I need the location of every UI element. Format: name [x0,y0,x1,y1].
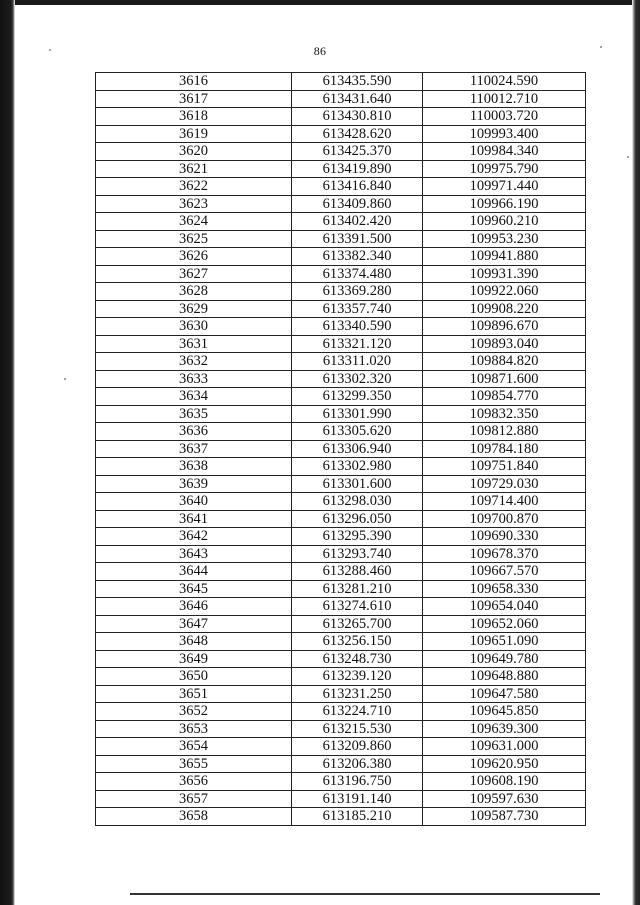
x-coordinate-cell: 613295.390 [292,528,423,546]
x-coordinate-cell: 613416.840 [292,178,423,196]
point-id-cell: 3638 [96,458,292,476]
y-coordinate-cell: 109931.390 [423,265,586,283]
y-coordinate-cell: 109751.840 [423,458,586,476]
point-id-cell: 3623 [96,195,292,213]
point-id-cell: 3621 [96,160,292,178]
x-coordinate-cell: 613419.890 [292,160,423,178]
y-coordinate-cell: 109631.000 [423,738,586,756]
table-row [96,213,586,231]
y-coordinate-cell: 109649.780 [423,650,586,668]
y-coordinate-cell: 109678.370 [423,545,586,563]
point-id-cell: 3652 [96,703,292,721]
point-id-cell: 3632 [96,353,292,371]
table-row [96,405,586,423]
coordinate-table [95,72,586,826]
x-coordinate-cell: 613191.140 [292,790,423,808]
point-id-cell: 3656 [96,773,292,791]
table-row [96,493,586,511]
y-coordinate-cell: 109984.340 [423,143,586,161]
y-coordinate-cell: 109884.820 [423,353,586,371]
table-row [96,388,586,406]
x-coordinate-cell: 613274.610 [292,598,423,616]
point-id-cell: 3642 [96,528,292,546]
table-row [96,685,586,703]
point-id-cell: 3630 [96,318,292,336]
table-row [96,668,586,686]
x-coordinate-cell: 613369.280 [292,283,423,301]
y-coordinate-cell: 109648.880 [423,668,586,686]
point-id-cell: 3629 [96,300,292,318]
point-id-cell: 3631 [96,335,292,353]
point-id-cell: 3618 [96,108,292,126]
x-coordinate-cell: 613301.990 [292,405,423,423]
point-id-cell: 3625 [96,230,292,248]
table-row [96,73,586,91]
point-id-cell: 3637 [96,440,292,458]
table-row [96,370,586,388]
x-coordinate-cell: 613340.590 [292,318,423,336]
x-coordinate-cell: 613431.640 [292,90,423,108]
table-row [96,283,586,301]
point-id-cell: 3644 [96,563,292,581]
table-row [96,265,586,283]
point-id-cell: 3616 [96,73,292,91]
point-id-cell: 3651 [96,685,292,703]
point-id-cell: 3655 [96,755,292,773]
table-row [96,440,586,458]
coordinate-table-body [96,73,586,826]
x-coordinate-cell: 613302.320 [292,370,423,388]
y-coordinate-cell: 109960.210 [423,213,586,231]
table-row [96,650,586,668]
point-id-cell: 3645 [96,580,292,598]
coordinate-table-container [95,72,585,826]
point-id-cell: 3654 [96,738,292,756]
x-coordinate-cell: 613298.030 [292,493,423,511]
table-row [96,475,586,493]
point-id-cell: 3633 [96,370,292,388]
table-row [96,580,586,598]
table-row [96,353,586,371]
point-id-cell: 3624 [96,213,292,231]
x-coordinate-cell: 613256.150 [292,633,423,651]
point-id-cell: 3640 [96,493,292,511]
x-coordinate-cell: 613321.120 [292,335,423,353]
scan-border-right [632,0,640,905]
x-coordinate-cell: 613435.590 [292,73,423,91]
table-row [96,510,586,528]
y-coordinate-cell: 109645.850 [423,703,586,721]
point-id-cell: 3636 [96,423,292,441]
table-row [96,335,586,353]
x-coordinate-cell: 613306.940 [292,440,423,458]
point-id-cell: 3650 [96,668,292,686]
point-id-cell: 3617 [96,90,292,108]
y-coordinate-cell: 109729.030 [423,475,586,493]
x-coordinate-cell: 613428.620 [292,125,423,143]
table-row [96,720,586,738]
x-coordinate-cell: 613301.600 [292,475,423,493]
point-id-cell: 3649 [96,650,292,668]
x-coordinate-cell: 613382.340 [292,248,423,266]
table-row [96,755,586,773]
y-coordinate-cell: 109854.770 [423,388,586,406]
table-row [96,318,586,336]
point-id-cell: 3653 [96,720,292,738]
scan-speck [627,156,629,158]
x-coordinate-cell: 613231.250 [292,685,423,703]
x-coordinate-cell: 613209.860 [292,738,423,756]
y-coordinate-cell: 109993.400 [423,125,586,143]
y-coordinate-cell: 109908.220 [423,300,586,318]
x-coordinate-cell: 613206.380 [292,755,423,773]
y-coordinate-cell: 109652.060 [423,615,586,633]
point-id-cell: 3657 [96,790,292,808]
x-coordinate-cell: 613248.730 [292,650,423,668]
point-id-cell: 3646 [96,598,292,616]
point-id-cell: 3627 [96,265,292,283]
y-coordinate-cell: 109893.040 [423,335,586,353]
x-coordinate-cell: 613215.530 [292,720,423,738]
table-row [96,125,586,143]
scan-border-bottom [130,893,600,895]
point-id-cell: 3626 [96,248,292,266]
x-coordinate-cell: 613425.370 [292,143,423,161]
x-coordinate-cell: 613409.860 [292,195,423,213]
point-id-cell: 3643 [96,545,292,563]
scan-border-left [0,0,15,905]
table-row [96,615,586,633]
scan-border-top [0,0,640,5]
table-row [96,528,586,546]
y-coordinate-cell: 109896.670 [423,318,586,336]
table-row [96,598,586,616]
x-coordinate-cell: 613288.460 [292,563,423,581]
y-coordinate-cell: 109832.350 [423,405,586,423]
table-row [96,545,586,563]
x-coordinate-cell: 613391.500 [292,230,423,248]
point-id-cell: 3619 [96,125,292,143]
x-coordinate-cell: 613302.980 [292,458,423,476]
x-coordinate-cell: 613265.700 [292,615,423,633]
table-row [96,423,586,441]
table-row [96,703,586,721]
x-coordinate-cell: 613239.120 [292,668,423,686]
y-coordinate-cell: 109784.180 [423,440,586,458]
y-coordinate-cell: 109975.790 [423,160,586,178]
x-coordinate-cell: 613402.420 [292,213,423,231]
y-coordinate-cell: 109651.090 [423,633,586,651]
table-row [96,458,586,476]
y-coordinate-cell: 109812.880 [423,423,586,441]
y-coordinate-cell: 110012.710 [423,90,586,108]
x-coordinate-cell: 613374.480 [292,265,423,283]
table-row [96,633,586,651]
table-row [96,178,586,196]
table-row [96,143,586,161]
table-row [96,160,586,178]
table-row [96,790,586,808]
table-row [96,738,586,756]
x-coordinate-cell: 613305.620 [292,423,423,441]
x-coordinate-cell: 613281.210 [292,580,423,598]
table-row [96,808,586,826]
y-coordinate-cell: 109639.300 [423,720,586,738]
y-coordinate-cell: 109647.580 [423,685,586,703]
y-coordinate-cell: 109690.330 [423,528,586,546]
x-coordinate-cell: 613299.350 [292,388,423,406]
table-row [96,90,586,108]
table-row [96,195,586,213]
point-id-cell: 3658 [96,808,292,826]
point-id-cell: 3634 [96,388,292,406]
point-id-cell: 3635 [96,405,292,423]
table-row [96,300,586,318]
x-coordinate-cell: 613196.750 [292,773,423,791]
y-coordinate-cell: 109608.190 [423,773,586,791]
point-id-cell: 3622 [96,178,292,196]
page-number: 86 [313,44,327,58]
point-id-cell: 3648 [96,633,292,651]
table-row [96,773,586,791]
x-coordinate-cell: 613224.710 [292,703,423,721]
y-coordinate-cell: 109953.230 [423,230,586,248]
x-coordinate-cell: 613296.050 [292,510,423,528]
y-coordinate-cell: 109714.400 [423,493,586,511]
y-coordinate-cell: 109658.330 [423,580,586,598]
y-coordinate-cell: 109966.190 [423,195,586,213]
x-coordinate-cell: 613293.740 [292,545,423,563]
x-coordinate-cell: 613430.810 [292,108,423,126]
scan-speck [64,378,66,380]
y-coordinate-cell: 110024.590 [423,73,586,91]
y-coordinate-cell: 109620.950 [423,755,586,773]
y-coordinate-cell: 109941.880 [423,248,586,266]
y-coordinate-cell: 109667.570 [423,563,586,581]
x-coordinate-cell: 613357.740 [292,300,423,318]
y-coordinate-cell: 109922.060 [423,283,586,301]
y-coordinate-cell: 109597.630 [423,790,586,808]
x-coordinate-cell: 613311.020 [292,353,423,371]
x-coordinate-cell: 613185.210 [292,808,423,826]
point-id-cell: 3620 [96,143,292,161]
table-row [96,563,586,581]
table-row [96,248,586,266]
y-coordinate-cell: 109587.730 [423,808,586,826]
point-id-cell: 3639 [96,475,292,493]
table-row [96,108,586,126]
y-coordinate-cell: 109700.870 [423,510,586,528]
point-id-cell: 3628 [96,283,292,301]
point-id-cell: 3641 [96,510,292,528]
point-id-cell: 3647 [96,615,292,633]
y-coordinate-cell: 109654.040 [423,598,586,616]
table-row [96,230,586,248]
y-coordinate-cell: 109971.440 [423,178,586,196]
y-coordinate-cell: 109871.600 [423,370,586,388]
y-coordinate-cell: 110003.720 [423,108,586,126]
